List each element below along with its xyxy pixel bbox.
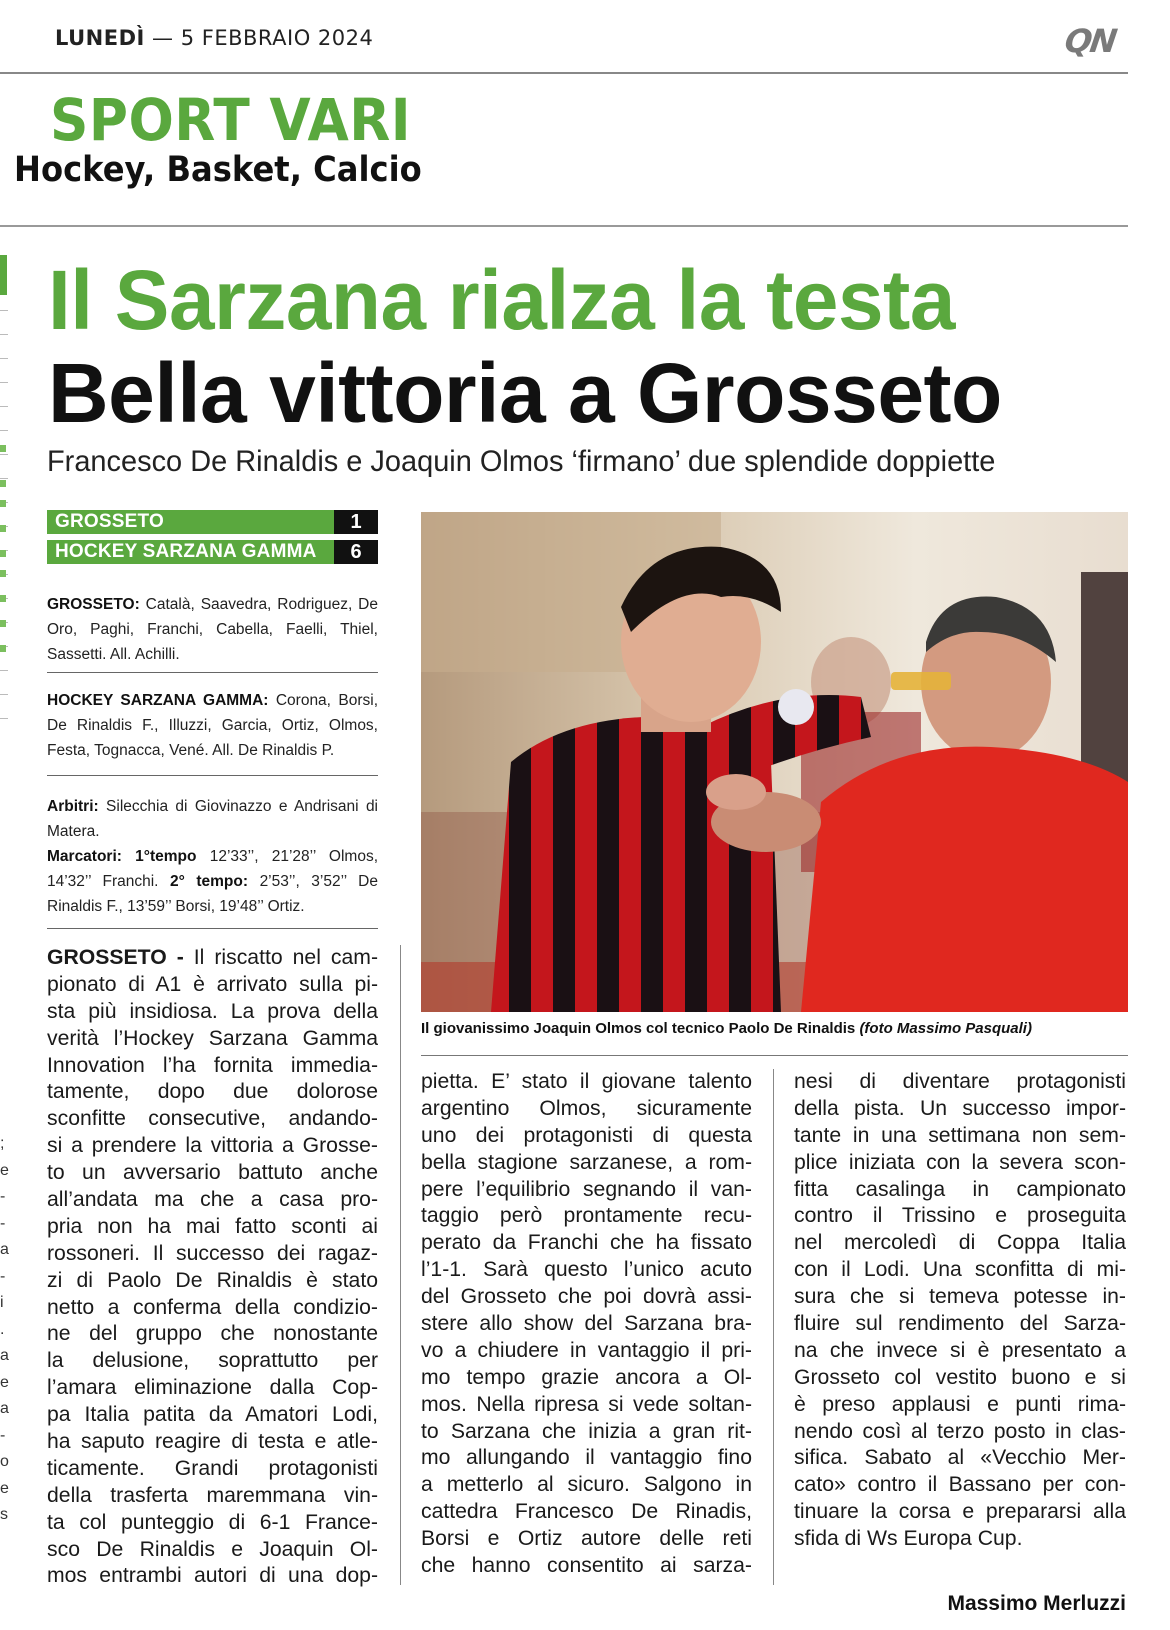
score-row-sarzana xyxy=(47,540,378,564)
match-officials-and-scorers xyxy=(47,794,378,919)
strip-mark xyxy=(0,525,6,532)
body-text-line: Innovation l’ha fornita immedia- xyxy=(47,1053,378,1077)
strip-char: . xyxy=(0,1320,5,1338)
masthead-bar xyxy=(55,22,1118,60)
photo-caption xyxy=(421,1020,1128,1037)
body-text-line: pa Italia patita da Amatori Lodi, xyxy=(47,1403,378,1427)
body-text-fragment: Il riscatto nel cam- xyxy=(183,946,378,969)
body-text-line: all’andata ma che a casa pro- xyxy=(47,1188,378,1212)
body-text-line: zi di Paolo De Rinaldis è stato xyxy=(47,1268,378,1292)
strip-char: ; xyxy=(0,1135,5,1152)
body-text-line: fluire sul rendimento del Sarza- xyxy=(794,1312,1126,1336)
photo-credit: (foto Massimo Pasquali) xyxy=(859,1020,1032,1037)
strip-rule xyxy=(0,334,8,335)
primo-tempo-text: 12’33’’, 21’28’’ Olmos, 14’32’’ Franchi. xyxy=(47,848,379,890)
subheadline: Francesco De Rinaldis e Joaquin Olmos ‘firmano’ due splendide doppiette xyxy=(47,445,996,478)
headline-secondary: Bella vittoria a Grosseto xyxy=(48,346,1002,440)
photo-caption-text: Il giovanissimo Joaquin Olmos col tecnico Paolo De Rinaldis xyxy=(421,1020,856,1037)
body-text-line: mo allungando il vantaggio fino xyxy=(421,1446,752,1470)
dateline: GROSSETO - xyxy=(47,946,184,969)
scoreboard xyxy=(47,510,378,570)
strip-char: - xyxy=(0,1214,6,1232)
issue-date-text: 5 FEBBRAIO 2024 xyxy=(180,26,374,50)
body-text-line: rossoneri. Il successo dei ragaz- xyxy=(47,1241,378,1265)
issue-day: LUNEDÌ xyxy=(55,26,145,50)
body-text-line: uno dei protagonisti di questa xyxy=(421,1123,752,1147)
body-text-line: della pista. Un successo impor- xyxy=(794,1096,1126,1120)
body-text-line: netto a conferma della condizio- xyxy=(47,1295,378,1319)
body-text-line: sco De Rinaldis e Joaquin Ol- xyxy=(47,1537,378,1561)
body-text-line: contro il Trissino e proseguita xyxy=(794,1204,1126,1228)
body-text-line: plice iniziata con la severa scon- xyxy=(794,1150,1126,1174)
qn-logo: QN xyxy=(1062,22,1118,60)
divider-lineup-3 xyxy=(47,928,378,929)
body-text-line: Grosseto col vestito buono e si xyxy=(794,1365,1126,1389)
issue-date xyxy=(55,26,373,50)
strip-rule xyxy=(0,358,8,359)
strip-green-bar xyxy=(0,255,7,295)
article-author: Massimo Merluzzi xyxy=(947,1592,1126,1615)
strip-char: e xyxy=(0,1373,9,1391)
strip-rule xyxy=(0,454,8,455)
body-text-line: mos. Nella ripresa si vede soltan- xyxy=(421,1392,752,1416)
strip-mark xyxy=(0,500,6,507)
body-text-line: nesi di diventare protagonisti xyxy=(794,1070,1126,1093)
body-text-line: l’1-1. Sarà questo l’unico acuto xyxy=(421,1258,752,1282)
body-text-line: stere allo show del Sarzana bra- xyxy=(421,1312,752,1336)
strip-char: i xyxy=(0,1294,4,1311)
secondo-tempo-label: 2° tempo: xyxy=(170,873,249,890)
article-column-2 xyxy=(421,1069,752,1580)
arbitri-label: Arbitri: xyxy=(47,798,99,815)
divider-section xyxy=(0,225,1128,227)
body-text-line: pria non ha mai fatto sconti ai xyxy=(47,1214,378,1238)
divider-lineup-2 xyxy=(47,775,378,776)
body-text-line: è preso applausi e punti rima- xyxy=(794,1392,1126,1416)
body-text-line: sfida di Ws Europa Cup. xyxy=(794,1527,1023,1551)
score-value: 1 xyxy=(334,510,378,534)
lineup-grosseto xyxy=(47,592,378,667)
body-text-line: ha saputo reagire di testa e atle- xyxy=(47,1430,378,1454)
body-text-line: sta più insidiosa. La prova della xyxy=(47,999,378,1023)
body-text-line: tinuare la corsa e prepararsi alla xyxy=(794,1500,1126,1524)
body-text-line: ne del gruppo che nonostante xyxy=(47,1322,378,1346)
article-photo xyxy=(421,512,1128,1012)
body-text-line: della trasferta maremmana vin- xyxy=(47,1483,378,1507)
divider-caption xyxy=(421,1055,1128,1056)
strip-char: - xyxy=(0,1426,6,1444)
strip-rule xyxy=(0,694,8,695)
date-separator: — xyxy=(152,26,174,50)
strip-mark xyxy=(0,550,6,557)
body-text-line: che hanno consentito ai sarza- xyxy=(421,1554,752,1578)
body-text-line: cattedra Francesco De Rinadis, xyxy=(421,1500,752,1524)
section-title: SPORT VARI xyxy=(50,86,412,154)
column-divider-1 xyxy=(400,945,401,1585)
body-text-line: sconfitte consecutive, andando- xyxy=(47,1107,378,1131)
body-text-line: l’amara eliminazione dalla Cop- xyxy=(47,1376,378,1400)
body-text-line: na che invece si è presentato a xyxy=(794,1338,1126,1362)
strip-char: - xyxy=(0,1188,6,1205)
marcatori-label: Marcatori: xyxy=(47,848,122,865)
column-divider-2 xyxy=(773,1069,774,1585)
body-text-line: nendo così al terzo posto in clas- xyxy=(794,1419,1126,1443)
strip-char: e xyxy=(0,1161,9,1179)
lineup-grosseto-text: Català, Saavedra, Rodriguez, De Oro, Paghi, Franchi, Cabella, Faelli, Thiel, Sassetti. All. Achilli. xyxy=(47,596,378,663)
strip-mark xyxy=(0,445,6,452)
body-text-line: fitta casalinga in campionato xyxy=(794,1177,1126,1201)
body-text-line: tante in una settimana non sem- xyxy=(794,1123,1126,1147)
secondo-tempo-text: 2’53’’, 3’52’’ De Rinaldis F., 13’59’’ Borsi, 19’48’’ Ortiz. xyxy=(47,873,378,915)
body-text-line: argentino Olmos, sicuramente xyxy=(421,1096,752,1120)
lineup-sarzana-label: HOCKEY SARZANA GAMMA: xyxy=(47,692,269,709)
body-text-line: con il Lodi. Una sconfitta di mi- xyxy=(794,1258,1126,1282)
headline-primary: Il Sarzana rialza la testa xyxy=(48,253,955,347)
strip-rule xyxy=(0,310,8,311)
strip-char: a xyxy=(0,1347,9,1364)
body-text-line: tamente, dopo due dolorose xyxy=(47,1080,378,1104)
adjacent-page-strip xyxy=(0,255,12,1595)
strip-mark xyxy=(0,595,6,602)
score-team-name: HOCKEY SARZANA GAMMA xyxy=(47,540,334,564)
body-text-line: sura che si temeva potesse in- xyxy=(794,1285,1126,1309)
strip-mark xyxy=(0,570,6,577)
strip-rule xyxy=(0,670,8,671)
article-column-3 xyxy=(794,1069,1126,1553)
body-text-line: a metterlo al sicuro. Salgono in xyxy=(421,1473,752,1497)
body-text-line: la delusione, soprattutto per xyxy=(47,1349,378,1373)
strip-rule xyxy=(0,478,8,479)
strip-mark xyxy=(0,480,6,487)
body-text-line: bella stagione sarzanese, a rom- xyxy=(421,1150,752,1174)
strip-char: o xyxy=(0,1453,9,1470)
strip-char: e xyxy=(0,1479,9,1497)
strip-char: a xyxy=(0,1241,9,1258)
strip-char: - xyxy=(0,1267,6,1285)
lineup-grosseto-label: GROSSETO: xyxy=(47,596,140,613)
body-text-line: to un avversario battuto anche xyxy=(47,1161,378,1185)
body-text-line: pietta. E’ stato il giovane talento xyxy=(421,1070,752,1093)
body-text-line: del Grosseto che poi dovrà assi- xyxy=(421,1285,752,1309)
body-text-line: verità l’Hockey Sarzana Gamma xyxy=(47,1026,378,1050)
lineup-sarzana xyxy=(47,688,378,763)
primo-tempo-label: 1°tempo xyxy=(135,848,197,865)
strip-rule xyxy=(0,430,8,431)
body-text-line: mos entrambi autori di una dop- xyxy=(47,1564,378,1588)
strip-char: a xyxy=(0,1400,9,1417)
divider-top xyxy=(0,72,1128,74)
article-column-1 xyxy=(47,945,378,1590)
body-text-line: sifica. Sabato al «Vecchio Mer- xyxy=(794,1446,1126,1470)
score-row-grosseto xyxy=(47,510,378,534)
strip-rule xyxy=(0,406,8,407)
strip-char: s xyxy=(0,1506,8,1523)
body-text-line: Borsi e Ortiz autore delle reti xyxy=(421,1527,752,1551)
lineup-sarzana-text: Corona, Borsi, De Rinaldis F., Illuzzi, Garcia, Ortiz, Olmos, Festa, Tognacca, Vené. All. De Rinaldis P. xyxy=(47,692,378,759)
body-text-line: cato» contro il Bassano per con- xyxy=(794,1473,1126,1497)
body-text-line: pere l’equilibrio segnando il van- xyxy=(421,1177,752,1201)
body-text-line: nel mercoledì di Coppa Italia xyxy=(794,1231,1126,1255)
score-team-name: GROSSETO xyxy=(47,510,334,534)
body-text-line: vo a chiudere in vantaggio il pri- xyxy=(421,1338,752,1362)
body-text-line: ticamente. Grandi protagonisti xyxy=(47,1456,378,1480)
body-text-line: pionato di A1 è arrivato sulla pi- xyxy=(47,972,378,996)
arbitri-text: Silecchia di Giovinazzo e Andrisani di Matera. xyxy=(47,798,379,840)
body-text-line xyxy=(47,945,378,972)
body-text-line: perato da Franchi che ha fissato xyxy=(421,1231,752,1255)
strip-mark xyxy=(0,620,6,627)
body-text-line: taggio però prontamente recu- xyxy=(421,1204,752,1228)
photo-illustration xyxy=(421,512,1128,1012)
body-text-line: ta col punteggio di 6-1 France- xyxy=(47,1510,378,1534)
score-value: 6 xyxy=(334,540,378,564)
strip-mark xyxy=(0,645,6,652)
body-text-line: mo tempo grazie ancora a Ol- xyxy=(421,1365,752,1389)
strip-rule xyxy=(0,382,8,383)
divider-lineup-1 xyxy=(47,672,378,673)
body-text-line: to Sarzana che inizia a gran rit- xyxy=(421,1419,752,1443)
section-subtitle: Hockey, Basket, Calcio xyxy=(14,150,422,190)
strip-rule xyxy=(0,718,8,719)
body-text-line: si a prendere la vittoria a Grosse- xyxy=(47,1134,378,1158)
